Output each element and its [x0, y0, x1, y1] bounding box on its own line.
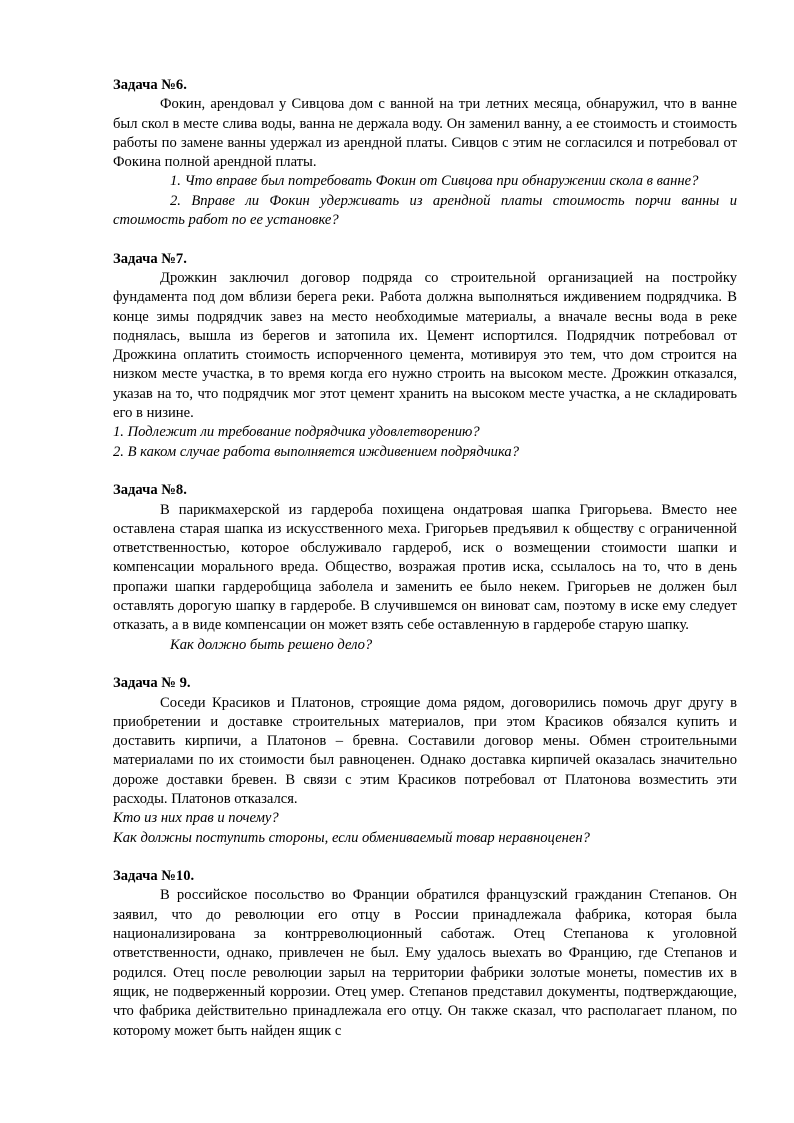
task-title: Задача №6. — [113, 77, 187, 93]
task-6 — [113, 76, 737, 230]
task-7 — [113, 250, 737, 462]
task-question: 2. Вправе ли Фокин удерживать из арендной платы стоимость порчи ванны и стоимость работ по ее установке? — [113, 192, 737, 229]
task-title: Задача №10. — [113, 868, 195, 885]
task-body: Соседи Красиков и Платонов, строящие дома рядом, договорились помочь друг другу в приобретении и доставке строительных материалов, при этом Красиков обязался купить и доставить кирпичи, а Платонов – бревна. Составили договор мены. Обмен строительными материалами по их стоимости был равноценен. Однако доставка кирпичей оказалась значительно дороже доставки бревен. В связи с этим Красиков потребовал от Платонова возместить эти расходы. Платонов отказался. — [113, 694, 737, 807]
task-body: В российское посольство во Франции обратился французский гражданин Степанов. Он заявил, что до революции его отцу в России принадлежала фабрика, которая была национализирована за контрреволюционный саботаж. Отец Степанова к уголовной ответственности, однако, привлечен не был. Ему удалось выехать во Францию, где Степанов и родился. Отец после революции зарыл на территории фабрики золотые монеты, поместив их в ящик, не подверженный коррозии. Отец умер. Степанов представил документы, подтверждающие, что фабрика действительно принадлежала его отцу. Он также сказал, что располагает планом, по которому может быть найден ящик с — [113, 887, 737, 1039]
task-question: 1. Подлежит ли требование подрядчика удовлетворению? — [113, 424, 480, 441]
task-10 — [113, 867, 737, 1041]
task-question: 1. Что вправе был потребовать Фокин от Сивцова при обнаружении скола в ванне? — [170, 173, 699, 190]
task-question: Как должны поступить стороны, если обмениваемый товар неравноценен? — [113, 829, 590, 846]
task-question: 2. В каком случае работа выполняется иждивением подрядчика? — [113, 443, 520, 460]
task-body: Дрожкин заключил договор подряда со строительной организацией на постройку фундамента под дом вблизи берега реки. Работа должна выполняться иждивением подрядчика. В конце зимы подрядчик завез на место необходимые материалы, а вначале весны вода в реке поднялась, вышла из берегов и затопила их. Цемент испортился. Подрядчик потребовал от Дрожкина оплатить стоимость испорченного цемента, мотивируя это тем, что дом строится на низком месте участка, в то время когда его нужно строить на высоком месте. Дрожкин отказался, указав на то, что подрядчик мог этот цемент хранить на высоком месте участка, а не складировать его в низине. — [113, 269, 737, 422]
task-body: Фокин, арендовал у Сивцова дом с ванной на три летних месяца, обнаружил, что в ванне был скол в месте слива воды, ванна не держала воду. Он заменил ванну, а ее стоимость и стоимость работы по замене ванны удержал из арендной платы. Сивцов с этим не согласился и потребовал от Фокина полной арендной платы. — [113, 96, 737, 171]
task-9 — [113, 674, 737, 848]
task-question: Как должно быть решено дело? — [170, 636, 373, 653]
task-title: Задача №8. — [113, 482, 187, 499]
task-question: Кто из них прав и почему? — [113, 810, 279, 827]
task-title: Задача №7. — [113, 250, 187, 267]
task-body: В парикмахерской из гардероба похищена ондатровая шапка Григорьева. Вместо нее оставлена старая шапка из искусственного меха. Григорьев предъявил к обществу с ограниченной ответственностью, которое обслуживало гардероб, иск о возмещении стоимости шапки и компенсации морального вреда. Общество, возражая против иска, ссылалось на то, что в день пропажи шапки гардеробщица заболела и заменить ее было некем. Григорьев не должен был оставлять дорогую шапку в гардеробе. В случившемся он виноват сам, поэтому в иске ему следует отказать, а в виде компенсации он может взять себе оставленную в гардеробе старую шапку. — [113, 501, 737, 634]
task-8 — [113, 481, 737, 655]
task-title: Задача № 9. — [113, 675, 191, 692]
